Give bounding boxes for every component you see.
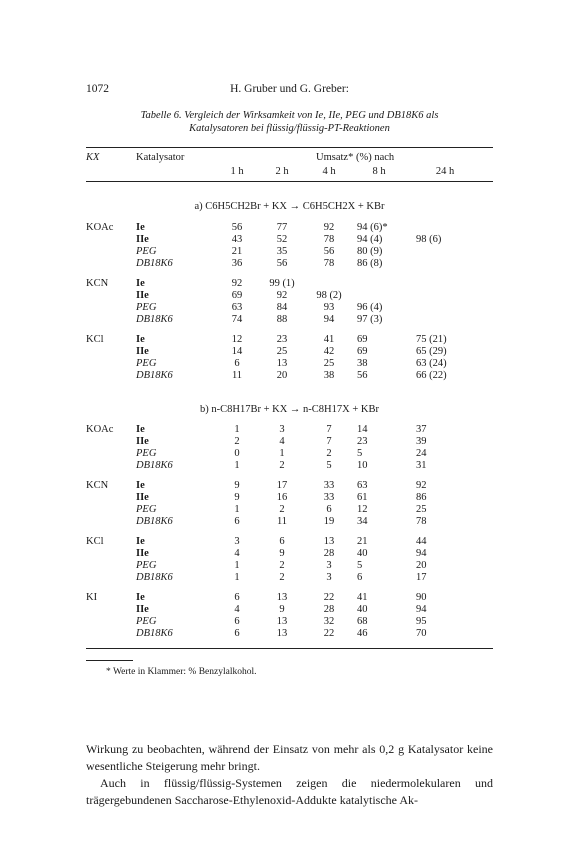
table-cell: 9 <box>234 479 240 491</box>
table-cell: 20 <box>276 370 288 382</box>
catalyst-label: DB18K6 <box>136 516 173 528</box>
reaction-b: b) n-C8H17Br + KX → n-C8H17X + KBr <box>200 404 379 415</box>
table-cell: 2 <box>326 448 332 460</box>
table-cell: 7 <box>326 424 332 435</box>
table-cell: 84 <box>276 302 288 314</box>
footnote-rule <box>86 660 133 661</box>
table-cell: 9 <box>234 492 240 503</box>
page-number: 1072 <box>86 83 109 95</box>
table-cell: 3 <box>326 572 332 584</box>
table-cell: 70 <box>416 628 427 639</box>
table-cell: 5 <box>357 448 363 460</box>
catalyst-label: PEG <box>136 448 157 460</box>
kx-label: KCl <box>86 535 104 547</box>
table-cell: 46 <box>357 628 368 639</box>
catalyst-label: IIe <box>136 436 149 448</box>
table-cell: 19 <box>323 516 335 528</box>
table-cell: 3 <box>279 424 285 435</box>
table-cell: 14 <box>231 345 243 357</box>
col-header-umsatz: Umsatz* (%) nach <box>316 152 395 163</box>
table-cell: 6 <box>279 535 285 547</box>
col-header-kx: KX <box>86 152 100 163</box>
table-cell: 21 <box>357 535 368 547</box>
catalyst-label: DB18K6 <box>136 460 173 472</box>
table-cell: 14 <box>357 424 368 435</box>
table-cell: 13 <box>276 358 288 369</box>
table-cell: 22 <box>323 591 335 603</box>
catalyst-label: IIe <box>136 290 149 301</box>
table-cell: 90 <box>416 591 427 603</box>
table-cell: 88 <box>276 314 288 326</box>
catalyst-label: IIe <box>136 547 149 559</box>
table-cell: 99 (1) <box>269 277 295 289</box>
kx-label: KOAc <box>86 424 114 435</box>
table-cell: 6 <box>234 358 240 369</box>
table-cell: 31 <box>416 460 427 472</box>
table-cell: 12 <box>357 504 368 516</box>
table-cell: 95 <box>416 615 427 627</box>
table-cell: 92 <box>276 290 288 301</box>
table-cell: 42 <box>323 345 335 357</box>
table-cell: 75 (21) <box>416 333 447 345</box>
table-caption <box>86 109 493 135</box>
paragraph: Auch in flüssig/flüssig-Systemen zeigen die niedermolekularen und trägergebundenen Saccharose-Ethylenoxid-Addukte katalytische Ak- <box>86 776 493 807</box>
catalyst-label: IIe <box>136 345 149 357</box>
table-cell: 68 <box>357 615 368 627</box>
catalyst-label: Ie <box>136 479 145 491</box>
table-cell: 94 <box>416 547 427 559</box>
table-cell: 39 <box>416 436 427 448</box>
table-cell: 7 <box>326 436 332 448</box>
table-cell: 28 <box>323 603 335 615</box>
catalyst-label: DB18K6 <box>136 572 173 584</box>
catalyst-label: PEG <box>136 504 157 516</box>
table-cell: 13 <box>323 535 335 547</box>
table-cell: 6 <box>234 591 240 603</box>
table-cell: 63 (24) <box>416 358 447 369</box>
footnote: * Werte in Klammer: % Benzylalkohol. <box>106 667 257 677</box>
table-header-rule <box>86 181 493 182</box>
col-header-time: 4 h <box>322 166 336 177</box>
table-cell: 22 <box>323 628 335 639</box>
table-cell: 9 <box>279 603 285 615</box>
table-cell: 1 <box>234 504 240 516</box>
table-cell: 34 <box>357 516 368 528</box>
table-cell: 24 <box>416 448 427 460</box>
table-cell: 25 <box>323 358 335 369</box>
catalyst-label: PEG <box>136 615 157 627</box>
reaction-a: a) C6H5CH2Br + KX → C6H5CH2X + KBr <box>194 201 385 212</box>
catalyst-label: Ie <box>136 424 145 435</box>
table-cell: 23 <box>357 436 368 448</box>
catalyst-label: DB18K6 <box>136 314 173 326</box>
table-cell: 78 <box>323 234 335 246</box>
table-cell: 2 <box>279 560 285 571</box>
table-cell: 56 <box>276 258 288 270</box>
catalyst-label: Ie <box>136 333 145 345</box>
table-cell: 61 <box>357 492 368 503</box>
table-cell: 44 <box>416 535 427 547</box>
table-cell: 11 <box>231 370 243 382</box>
table-cell: 92 <box>231 277 243 289</box>
table-cell: 0 <box>234 448 240 460</box>
table-cell: 4 <box>234 603 240 615</box>
table-cell: 93 <box>323 302 335 314</box>
catalyst-label: Ie <box>136 222 145 233</box>
paragraph: Wirkung zu beobachten, während der Einsatz von mehr als 0,2 g Katalysator keine wesentliche Steigerung mehr bringt. <box>86 742 493 773</box>
table-cell: 56 <box>323 246 335 258</box>
running-title: H. Gruber und G. Greber: <box>230 83 349 95</box>
table-bottom-rule <box>86 648 493 649</box>
catalyst-label: IIe <box>136 234 149 246</box>
table-cell: 92 <box>323 222 335 233</box>
table-cell: 94 <box>416 603 427 615</box>
col-header-time: 8 h <box>372 166 386 177</box>
table-cell: 2 <box>234 436 240 448</box>
kx-label: KOAc <box>86 222 114 233</box>
table-cell: 12 <box>231 333 243 345</box>
table-cell: 13 <box>276 615 288 627</box>
table-cell: 40 <box>357 547 368 559</box>
table-cell: 3 <box>234 535 240 547</box>
table-cell: 33 <box>323 492 335 503</box>
col-header-time: 1 h <box>230 166 244 177</box>
table-cell: 6 <box>234 516 240 528</box>
table-cell: 40 <box>357 603 368 615</box>
table-cell: 28 <box>323 547 335 559</box>
table-cell: 3 <box>326 560 332 571</box>
table-cell: 17 <box>276 479 288 491</box>
catalyst-label: IIe <box>136 603 149 615</box>
table-cell: 4 <box>234 547 240 559</box>
table-cell: 23 <box>276 333 288 345</box>
table-cell: 6 <box>326 504 332 516</box>
table-cell: 10 <box>357 460 368 472</box>
table-cell: 25 <box>416 504 427 516</box>
table-cell: 1 <box>234 572 240 584</box>
table-cell: 1 <box>279 448 285 460</box>
table-cell: 1 <box>234 560 240 571</box>
table-cell: 25 <box>276 345 288 357</box>
kx-label: KCN <box>86 479 109 491</box>
table-cell: 16 <box>276 492 288 503</box>
page-header <box>86 83 493 97</box>
table-cell: 78 <box>323 258 335 270</box>
caption-line-1: Tabelle 6. Vergleich der Wirksamkeit von Ie, IIe, PEG und DB18K6 als <box>140 110 439 121</box>
table-cell: 6 <box>357 572 363 584</box>
catalyst-label: Ie <box>136 591 145 603</box>
table-cell: 98 (6) <box>416 234 442 246</box>
table-cell: 1 <box>234 460 240 472</box>
table-cell: 20 <box>416 560 427 571</box>
table-cell: 63 <box>231 302 243 314</box>
table-cell: 65 (29) <box>416 345 447 357</box>
table-cell: 63 <box>357 479 368 491</box>
catalyst-label: DB18K6 <box>136 370 173 382</box>
table-cell: 9 <box>279 547 285 559</box>
table-cell: 41 <box>323 333 335 345</box>
table-cell: 38 <box>357 358 368 369</box>
table-top-rule <box>86 147 493 148</box>
table-cell: 41 <box>357 591 368 603</box>
table-cell: 6 <box>234 615 240 627</box>
table-cell: 43 <box>231 234 243 246</box>
caption-line-2: Katalysatoren bei flüssig/flüssig-PT-Reaktionen <box>189 123 390 134</box>
body-text <box>86 741 493 809</box>
table-cell: 69 <box>357 345 368 357</box>
catalyst-label: DB18K6 <box>136 258 173 270</box>
table-cell: 96 (4) <box>357 302 383 314</box>
kx-label: KCl <box>86 333 104 345</box>
catalyst-label: IIe <box>136 492 149 503</box>
table-cell: 13 <box>276 591 288 603</box>
table-cell: 69 <box>231 290 243 301</box>
table-cell: 21 <box>231 246 243 258</box>
table-cell: 77 <box>276 222 288 233</box>
catalyst-label: PEG <box>136 560 157 571</box>
table-cell: 5 <box>326 460 332 472</box>
table-cell: 52 <box>276 234 288 246</box>
table-cell: 37 <box>416 424 427 435</box>
table-cell: 56 <box>357 370 368 382</box>
catalyst-label: DB18K6 <box>136 628 173 639</box>
table-cell: 98 (2) <box>316 290 342 301</box>
table-cell: 33 <box>323 479 335 491</box>
catalyst-label: Ie <box>136 535 145 547</box>
table-cell: 38 <box>323 370 335 382</box>
table-cell: 74 <box>231 314 243 326</box>
table-cell: 35 <box>276 246 288 258</box>
catalyst-label: PEG <box>136 302 157 314</box>
catalyst-label: PEG <box>136 246 157 258</box>
table-cell: 56 <box>231 222 243 233</box>
table-cell: 36 <box>231 258 243 270</box>
table-cell: 94 <box>323 314 335 326</box>
table-cell: 2 <box>279 572 285 584</box>
table-cell: 86 <box>416 492 427 503</box>
table-cell: 1 <box>234 424 240 435</box>
table-cell: 6 <box>234 628 240 639</box>
catalyst-label: Ie <box>136 277 145 289</box>
table-cell: 66 (22) <box>416 370 447 382</box>
table-cell: 5 <box>357 560 363 571</box>
table-cell: 4 <box>279 436 285 448</box>
table-cell: 94 (6)* <box>357 222 388 233</box>
table-cell: 69 <box>357 333 368 345</box>
table-cell: 80 (9) <box>357 246 383 258</box>
table-cell: 2 <box>279 504 285 516</box>
table-cell: 94 (4) <box>357 234 383 246</box>
table-cell: 2 <box>279 460 285 472</box>
table-cell: 17 <box>416 572 427 584</box>
table-cell: 13 <box>276 628 288 639</box>
col-header-katalysator: Katalysator <box>136 152 185 163</box>
table-cell: 78 <box>416 516 427 528</box>
table-cell: 86 (8) <box>357 258 383 270</box>
catalyst-label: PEG <box>136 358 157 369</box>
col-header-time: 2 h <box>275 166 289 177</box>
table-cell: 97 (3) <box>357 314 383 326</box>
table-cell: 92 <box>416 479 427 491</box>
table-cell: 11 <box>276 516 288 528</box>
kx-label: KI <box>86 591 98 603</box>
col-header-time: 24 h <box>435 166 455 177</box>
table-cell: 32 <box>323 615 335 627</box>
kx-label: KCN <box>86 277 109 289</box>
